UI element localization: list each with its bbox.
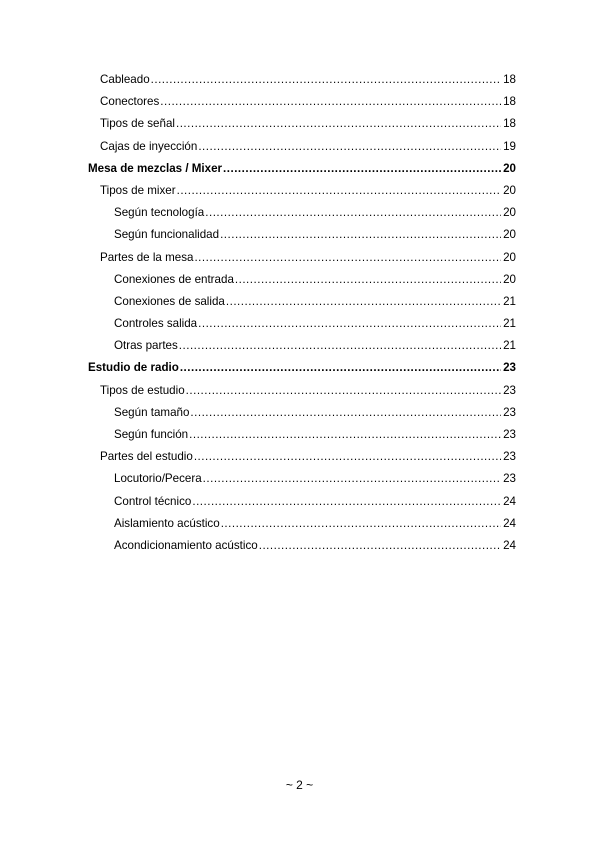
- toc-entry-page-number: 18: [501, 91, 516, 113]
- toc-dot-leader: [259, 535, 501, 557]
- toc-entry-title: Controles salida: [114, 313, 198, 335]
- toc-dot-leader: [192, 491, 501, 513]
- toc-leader-line: [100, 247, 516, 269]
- toc-entry[interactable]: [88, 136, 516, 158]
- toc-entry[interactable]: [88, 468, 516, 490]
- toc-dot-leader: [189, 424, 501, 446]
- toc-entry-page-number: 18: [501, 113, 516, 135]
- toc-entry-page-number: 20: [501, 269, 516, 291]
- toc-leader-line: [114, 468, 516, 490]
- toc-entry[interactable]: [88, 313, 516, 335]
- toc-entry[interactable]: [88, 513, 516, 535]
- toc-leader-line: [100, 380, 516, 402]
- toc-entry-page-number: 23: [501, 468, 516, 490]
- toc-entry[interactable]: [88, 291, 516, 313]
- toc-leader-line: [114, 224, 516, 246]
- toc-entry-title: Conexiones de salida: [114, 291, 226, 313]
- toc-entry-title: Conectores: [100, 91, 160, 113]
- toc-entry-page-number: 20: [501, 180, 516, 202]
- toc-entry-page-number: 23: [501, 380, 516, 402]
- toc-leader-line: [114, 402, 516, 424]
- toc-entry-page-number: 20: [501, 202, 516, 224]
- toc-dot-leader: [221, 513, 501, 535]
- toc-leader-line: [100, 113, 516, 135]
- toc-entry-title: Tipos de estudio: [100, 380, 186, 402]
- toc-entry-title: Otras partes: [114, 335, 179, 357]
- toc-dot-leader: [203, 468, 501, 490]
- toc-entry-page-number: 23: [501, 357, 516, 379]
- toc-entry[interactable]: [88, 158, 516, 180]
- toc-entry-title: Partes del estudio: [100, 446, 194, 468]
- toc-entry-title: Tipos de señal: [100, 113, 176, 135]
- toc-entry-title: Cableado: [100, 69, 151, 91]
- toc-leader-line: [114, 491, 516, 513]
- toc-dot-leader: [220, 224, 501, 246]
- toc-entry-title: Según función: [114, 424, 189, 446]
- toc-entry[interactable]: [88, 91, 516, 113]
- toc-dot-leader: [190, 402, 501, 424]
- toc-entry[interactable]: [88, 269, 516, 291]
- toc-leader-line: [114, 313, 516, 335]
- toc-entry-page-number: 23: [501, 446, 516, 468]
- toc-entry-title: Estudio de radio: [88, 357, 180, 379]
- toc-entry-title: Según tamaño: [114, 402, 190, 424]
- toc-entry-title: Control técnico: [114, 491, 192, 513]
- toc-entry[interactable]: [88, 202, 516, 224]
- toc-entry[interactable]: [88, 402, 516, 424]
- toc-leader-line: [114, 513, 516, 535]
- toc-entry-page-number: 24: [501, 535, 516, 557]
- toc-entry[interactable]: [88, 535, 516, 557]
- toc-leader-line: [88, 158, 516, 180]
- toc-dot-leader: [235, 269, 501, 291]
- toc-leader-line: [114, 291, 516, 313]
- toc-entry[interactable]: [88, 180, 516, 202]
- toc-entry[interactable]: [88, 224, 516, 246]
- toc-entry-page-number: 24: [501, 491, 516, 513]
- toc-dot-leader: [194, 446, 501, 468]
- toc-dot-leader: [223, 158, 501, 180]
- toc-entry[interactable]: [88, 113, 516, 135]
- toc-entry[interactable]: [88, 69, 516, 91]
- toc-entry-page-number: 20: [501, 158, 516, 180]
- page-number-footer: ~ 2 ~: [285, 778, 314, 792]
- toc-entry-page-number: 23: [501, 424, 516, 446]
- toc-entry[interactable]: [88, 357, 516, 379]
- toc-leader-line: [114, 269, 516, 291]
- toc-dot-leader: [180, 357, 501, 379]
- toc-dot-leader: [186, 380, 501, 402]
- toc-entry-page-number: 24: [501, 513, 516, 535]
- toc-entry-page-number: 20: [501, 224, 516, 246]
- toc-leader-line: [114, 424, 516, 446]
- toc-entry-page-number: 18: [501, 69, 516, 91]
- toc-entry-title: Tipos de mixer: [100, 180, 177, 202]
- toc-leader-line: [100, 446, 516, 468]
- toc-leader-line: [114, 335, 516, 357]
- toc-entry-page-number: 19: [501, 136, 516, 158]
- toc-entry[interactable]: [88, 446, 516, 468]
- toc-entry[interactable]: [88, 247, 516, 269]
- toc-entry[interactable]: [88, 424, 516, 446]
- toc-leader-line: [100, 91, 516, 113]
- toc-dot-leader: [194, 247, 501, 269]
- toc-entry-title: Locutorio/Pecera: [114, 468, 203, 490]
- toc-dot-leader: [226, 291, 501, 313]
- toc-dot-leader: [151, 69, 501, 91]
- toc-leader-line: [100, 136, 516, 158]
- toc-entry[interactable]: [88, 380, 516, 402]
- toc-entry-page-number: 21: [501, 313, 516, 335]
- toc-entry-title: Según tecnología: [114, 202, 205, 224]
- toc-entry-page-number: 21: [501, 291, 516, 313]
- toc-entry-title: Aislamiento acústico: [114, 513, 221, 535]
- toc-entry-page-number: 21: [501, 335, 516, 357]
- toc-entry-title: Conexiones de entrada: [114, 269, 235, 291]
- toc-entry-title: Cajas de inyección: [100, 136, 198, 158]
- toc-dot-leader: [198, 313, 501, 335]
- toc-dot-leader: [160, 91, 501, 113]
- toc-entry[interactable]: [88, 335, 516, 357]
- table-of-contents: [88, 69, 516, 557]
- toc-entry-title: Partes de la mesa: [100, 247, 194, 269]
- toc-leader-line: [88, 357, 516, 379]
- toc-dot-leader: [177, 180, 501, 202]
- toc-dot-leader: [205, 202, 501, 224]
- toc-entry-page-number: 20: [501, 247, 516, 269]
- toc-entry[interactable]: [88, 491, 516, 513]
- toc-entry-title: Según funcionalidad: [114, 224, 220, 246]
- toc-leader-line: [100, 69, 516, 91]
- toc-dot-leader: [176, 113, 501, 135]
- toc-entry-title: Acondicionamiento acústico: [114, 535, 259, 557]
- toc-leader-line: [100, 180, 516, 202]
- toc-dot-leader: [179, 335, 501, 357]
- toc-leader-line: [114, 535, 516, 557]
- toc-entry-page-number: 23: [501, 402, 516, 424]
- toc-entry-title: Mesa de mezclas / Mixer: [88, 158, 223, 180]
- toc-leader-line: [114, 202, 516, 224]
- toc-dot-leader: [198, 136, 501, 158]
